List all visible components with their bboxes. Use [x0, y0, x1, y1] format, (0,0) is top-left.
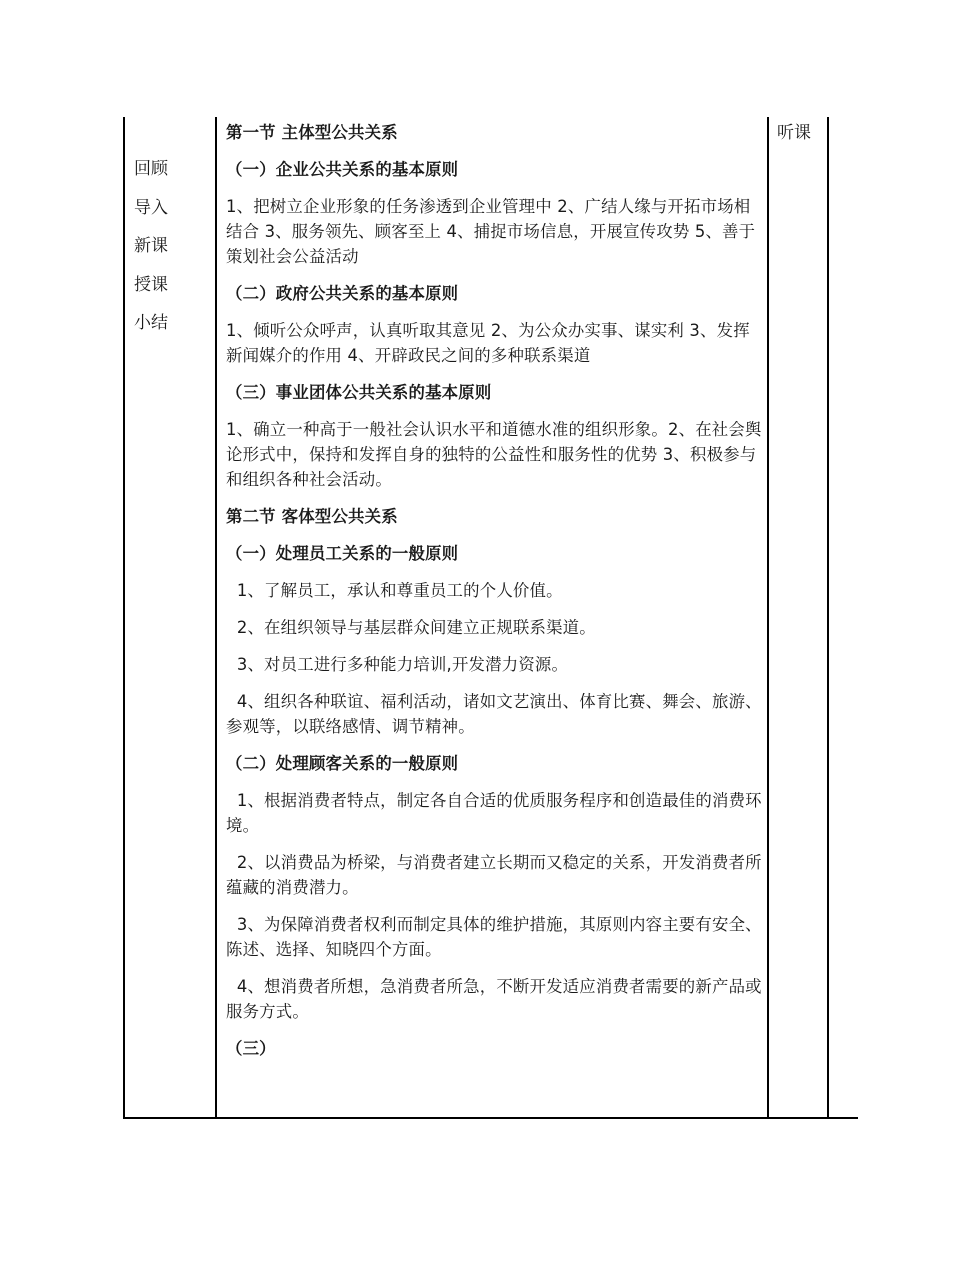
- table-border-bottom: [123, 1117, 858, 1119]
- teaching-steps-column: [134, 157, 214, 350]
- content-paragraph: 3、为保障消费者权利而制定具体的维护措施，其原则内容主要有安全、陈述、选择、知晓四个方面。: [226, 915, 762, 959]
- content-paragraph: 1、倾听公众呼声，认真听取其意见 2、为公众办实事、谋实利 3、发挥新闻媒介的作用 4、开辟政民之间的多种联系渠道: [226, 321, 750, 365]
- step-summary: 小结: [134, 313, 168, 333]
- content-paragraph: 1、了解员工，承认和尊重员工的个人价值。: [226, 581, 563, 600]
- section-heading: 第一节 主体型公共关系: [226, 123, 398, 142]
- content-paragraph: 2、以消费品为桥梁，与消费者建立长期而又稳定的关系，开发消费者所蕴藏的消费潜力。: [226, 853, 762, 897]
- step-review: 回顾: [134, 159, 168, 179]
- step-teaching: 授课: [134, 274, 168, 295]
- subsection-heading: （二）处理顾客关系的一般原则: [226, 754, 459, 773]
- content-paragraph: 4、组织各种联谊、福利活动，诸如文艺演出、体育比赛、舞会、旅游、参观等，以联络感情、调节精神。: [226, 692, 762, 736]
- table-divider-2: [767, 117, 769, 1119]
- table-divider-3: [827, 117, 829, 1119]
- section-heading: 第二节 客体型公共关系: [226, 507, 398, 526]
- lesson-content: [226, 120, 766, 1073]
- step-new-lesson: 新课: [134, 236, 168, 256]
- content-paragraph: 1、把树立企业形象的任务渗透到企业管理中 2、广结人缘与开拓市场相结合 3、服务领先、顾客至上 4、捕捉市场信息，开展宣传攻势 5、善于策划社会公益活动: [226, 197, 756, 266]
- subsection-heading: （一）处理员工关系的一般原则: [226, 544, 459, 563]
- student-activity-text: 听课: [777, 123, 811, 143]
- table-border-left: [123, 117, 125, 1119]
- subsection-heading: （三）事业团体公共关系的基本原则: [226, 383, 492, 402]
- table-divider-1: [215, 117, 217, 1119]
- step-introduction: 导入: [134, 197, 168, 218]
- subsection-heading: （三）: [226, 1039, 276, 1058]
- subsection-heading: （二）政府公共关系的基本原则: [226, 284, 459, 303]
- content-paragraph: 4、想消费者所想，急消费者所急，不断开发适应消费者需要的新产品或服务方式。: [226, 977, 762, 1021]
- content-paragraph: 1、确立一种高于一般社会认识水平和道德水准的组织形象。2、在社会舆论形式中，保持和发挥自身的独特的公益性和服务性的优势 3、积极参与和组织各种社会活动。: [226, 420, 762, 489]
- content-paragraph: 2、在组织领导与基层群众间建立正规联系渠道。: [226, 618, 596, 637]
- student-activity-column: [777, 121, 811, 145]
- subsection-heading: （一）企业公共关系的基本原则: [226, 160, 459, 179]
- content-paragraph: 1、根据消费者特点，制定各自合适的优质服务程序和创造最佳的消费环境。: [226, 791, 762, 835]
- content-paragraph: 3、对员工进行多种能力培训,开发潜力资源。: [226, 655, 569, 674]
